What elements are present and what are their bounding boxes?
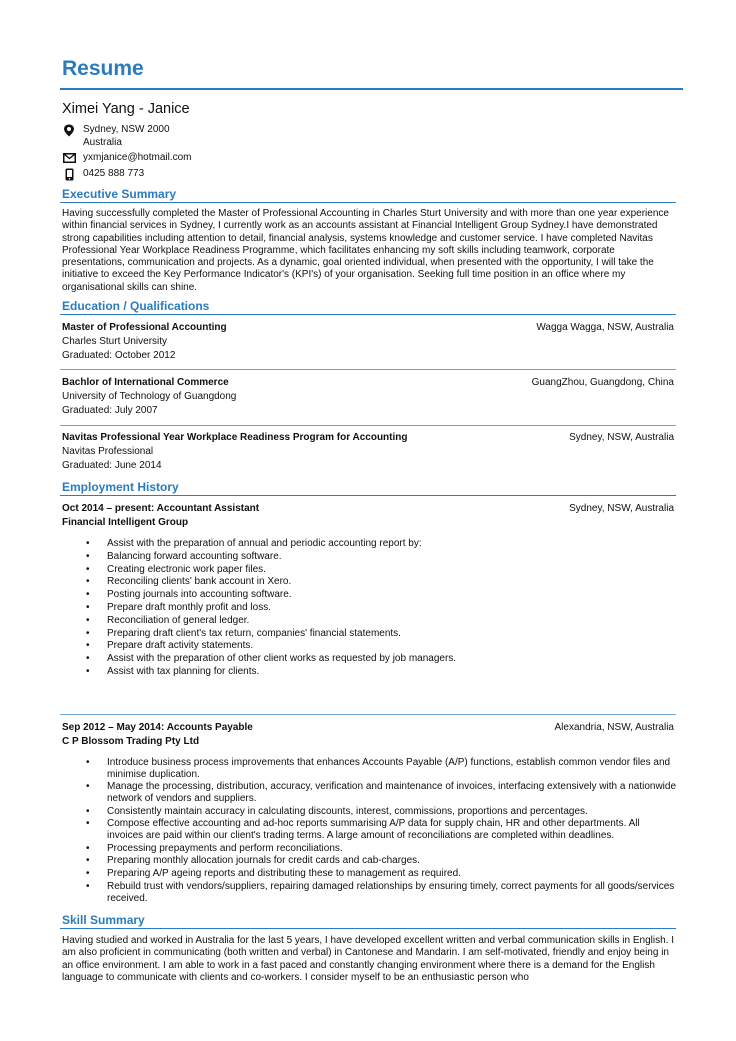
list-item: • Assist with the preparation of annual and periodic accounting report by: [86,538,676,550]
phone-number: 0425 888 773 [83,168,145,179]
list-item: • Introduce business process improvements that enhances Accounts Payable (A/P) functions, establish common vendor files and minimise duplication. [86,757,676,780]
title-divider [60,88,683,90]
section-divider [60,314,676,315]
executive-summary-text: Having successfully completed the Master of Professional Accounting in Charles Sturt University and with more than one year experience within financial services in Sydney, I currently work as an accounts assistant at Financial Intelligent Group Sydney.I have demonstrated strong capabilities including attention to detail, financial analysis, systems knowledge and customer service. I have completed Navitas Professional Year Workplace Readiness Programme, which facilitates enhancing my soft skills including teamwork, corporate presentations, communication and projects. As a dynamic, goal oriented individual, when presented with the opportunity, I will take the initiative to exceed the Key Performance Indicator's (KPI's) of your organisation. Seeking full time position in an office where my organisational skills can shine. [62,208,669,293]
list-item: • Preparing monthly allocation journals for credit cards and cab-charges. [86,855,676,867]
contact-address [62,124,170,149]
list-item: • Prepare draft activity statements. [86,640,676,652]
section-divider [60,495,676,496]
education-entry [62,376,674,418]
list-item: • Balancing forward accounting software. [86,551,676,563]
company-name: Financial Intelligent Group [62,517,189,528]
applicant-name: Ximei Yang - Janice [62,101,190,117]
list-item: • Manage the processing, distribution, accuracy, verification and maintenance of invoices, interfacing extensively with a nationwide network of vendors and suppliers. [86,781,676,804]
address-line-1: Sydney, NSW 2000 [83,124,170,135]
section-divider [60,202,676,203]
degree-title: Master of Professional Accounting [62,322,227,333]
list-item: • Rebuild trust with vendors/suppliers, repairing damaged relationships by ensuring timely, correct payments for all goods/services received. [86,881,676,904]
list-item: • Reconciliation of general ledger. [86,615,676,627]
section-divider [60,928,676,929]
company-name: C P Blossom Trading Pty Ltd [62,736,200,747]
skill-summary-heading: Skill Summary [62,913,145,927]
job-duties-list [86,538,676,679]
entry-location: GuangZhou, Guangdong, China [531,377,674,388]
job-entry-header [62,502,674,530]
graduation-date: Graduated: July 2007 [62,405,158,416]
list-item: • Processing prepayments and perform reconciliations. [86,843,676,855]
job-duties-list [86,757,676,905]
list-item: • Compose effective accounting and ad-hoc reports summarising A/P data for supply chain, HR and other departments. All invoices are paid within our client's trading terms. A large amount of reconciliations are completed within deadlines. [86,818,676,841]
list-item: • Prepare draft monthly profit and loss. [86,602,676,614]
list-item: • Posting journals into accounting software. [86,589,676,601]
entry-location: Sydney, NSW, Australia [569,503,674,514]
job-title: Oct 2014 – present: Accountant Assistant [62,503,260,514]
institution-name: University of Technology of Guangdong [62,391,237,402]
list-item: • Consistently maintain accuracy in calculating discounts, interest, commissions, proportions and percentages. [86,806,676,818]
address-line-2: Australia [83,136,122,148]
list-item: • Reconciling clients' bank account in Xero. [86,576,676,588]
executive-summary-heading: Executive Summary [62,187,177,201]
list-item: • Preparing A/P ageing reports and distributing these to management as required. [86,868,676,880]
degree-title: Navitas Professional Year Workplace Readiness Program for Accounting [62,432,408,443]
degree-title: Bachlor of International Commerce [62,377,229,388]
institution-name: Charles Sturt University [62,336,168,347]
entry-divider [60,714,676,715]
education-entry [62,431,674,473]
entry-divider [60,369,676,370]
education-heading: Education / Qualifications [62,299,210,313]
graduation-date: Graduated: October 2012 [62,350,176,361]
employment-heading: Employment History [62,480,179,494]
institution-name: Navitas Professional [62,446,154,457]
contact-email [62,152,192,165]
location-pin-icon [62,124,76,136]
list-item: • Creating electronic work paper files. [86,564,676,576]
document-title: Resume [62,57,144,80]
envelope-icon [62,152,76,164]
entry-location: Sydney, NSW, Australia [569,432,674,443]
email-link[interactable]: yxmjanice@hotmail.com [83,152,192,163]
job-title: Sep 2012 – May 2014: Accounts Payable [62,722,253,733]
list-item: • Assist with tax planning for clients. [86,666,676,678]
list-item: • Assist with the preparation of other client works as requested by job managers. [86,653,676,665]
job-entry-header [62,721,674,749]
graduation-date: Graduated: June 2014 [62,460,162,471]
entry-location: Alexandria, NSW, Australia [554,722,674,733]
skill-summary-text: Having studied and worked in Australia for the last 5 years, I have developed excellent written and verbal communication skills in English. I am also proficient in communicating (both written and verbal) in Cantonese and Mandarin. I am self-motivated, friendly and enjoy being in an office environment. I am able to work in a fast paced and constantly changing environment where there is a demand for the English language to communicate with clients and co-workers. I consider myself to be an enthusiastic person who [62,935,674,983]
entry-location: Wagga Wagga, NSW, Australia [536,322,674,333]
mobile-phone-icon [62,168,76,180]
list-item: • Preparing draft client's tax return, companies' financial statements. [86,628,676,640]
entry-divider [60,425,676,426]
contact-phone [62,168,144,181]
education-entry [62,321,674,363]
